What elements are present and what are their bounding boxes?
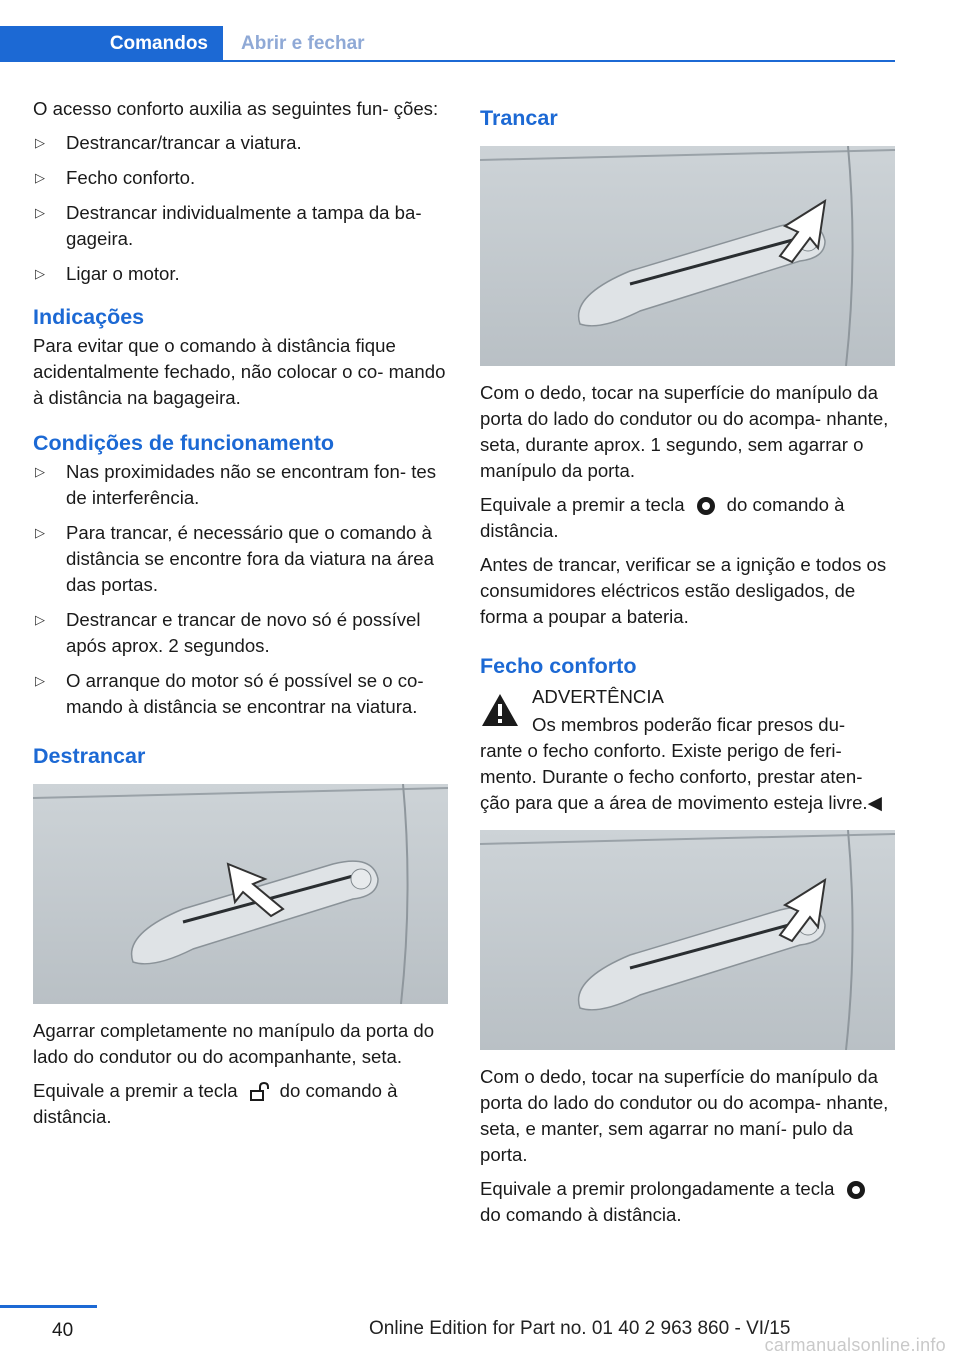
tab-comandos[interactable]: Comandos: [0, 26, 223, 62]
destrancar-text: Agarrar completamente no manípulo da porta do lado do condutor ou do acompanhante, seta.: [33, 1020, 435, 1067]
list-item: ▷ O arranque do motor só é possível se o co‐ mando à distância se encontrar na viatura.: [33, 668, 448, 720]
edition-footer: Online Edition for Part no. 01 40 2 963 860 - VI/15: [369, 1318, 791, 1339]
trancar-heading: Trancar: [480, 106, 558, 130]
list-item: ▷ Destrancar/trancar a viatura.: [33, 130, 448, 156]
warning-first-line: Os membros poderão ficar presos du‐: [532, 714, 846, 735]
list-item: ▷ Para trancar, é necessário que o comando à distância se encontre fora da viatura na área das portas.: [33, 520, 448, 598]
intro-text: O acesso conforto auxilia as seguintes fun‐ ções:: [33, 98, 439, 119]
functions-list: [33, 130, 448, 287]
warning-text: rante o fecho conforto. Existe perigo de feri‐ mento. Durante o fecho conforto, prestar aten‐ ção para que a área de movimento esteja livre.◀: [480, 740, 882, 813]
watermark: carmanualsonline.info: [764, 1335, 946, 1355]
list-item: ▷ Destrancar individualmente a tampa da ba‐ gageira.: [33, 200, 448, 252]
header-divider: [0, 60, 895, 62]
trancar-key-text: Equivale a premir a tecla do comando à distância.: [480, 494, 845, 541]
door-handle-grab-image: [33, 784, 448, 1004]
fecho-heading: Fecho conforto: [480, 654, 637, 678]
door-handle-touch-image: [480, 146, 895, 366]
fecho-key-text: Equivale a premir prolongadamente a teclado comando à distância.: [480, 1176, 895, 1228]
door-handle-comfort-close-image: [480, 830, 895, 1050]
warning-triangle-icon: [480, 692, 520, 728]
destrancar-heading: Destrancar: [33, 744, 146, 768]
trancar-note: Antes de trancar, verificar se a ignição e todos os consumidores eléctricos estão desligados, de forma a poupar a bateria.: [480, 554, 887, 627]
list-item: ▷ Fecho conforto.: [33, 165, 448, 191]
trancar-text: Com o dedo, tocar na superfície do manípulo da porta do lado do condutor ou do acompa‐ nhante, seta, durante aprox. 1 segundo, sem agarrar o manípulo da porta.: [480, 382, 889, 481]
condicoes-list: [33, 459, 448, 720]
tab-abrir-e-fechar[interactable]: Abrir e fechar: [241, 33, 365, 54]
page-number: 40: [52, 1320, 74, 1341]
warning-block: [480, 684, 895, 816]
destrancar-key-text: Equivale a premir a tecla do comando à distância.: [33, 1080, 398, 1127]
warning-label: ADVERTÊNCIA: [532, 686, 664, 707]
unlock-key-icon: [248, 1081, 270, 1103]
lock-key-icon: [695, 495, 717, 517]
fecho-text: Com o dedo, tocar na superfície do manípulo da porta do lado do condutor ou do acompa‐ nhante, seta, e manter, sem agarrar no maní‐ pulo da porta.: [480, 1066, 889, 1165]
right-column: [480, 96, 895, 1236]
left-column: [33, 96, 448, 1138]
page-number-bar: [0, 1305, 97, 1308]
indicacoes-text: Para evitar que o comando à distância fique acidentalmente fechado, não colocar o co‐ mando à distância na bagageira.: [33, 335, 446, 408]
lock-key-icon: [845, 1179, 867, 1201]
list-item: ▷ Ligar o motor.: [33, 261, 448, 287]
condicoes-heading: Condições de funcionamento: [33, 431, 335, 455]
list-item: ▷ Nas proximidades não se encontram fon‐ tes de interferência.: [33, 459, 448, 511]
list-item: ▷ Destrancar e trancar de novo só é possível após aprox. 2 segundos.: [33, 607, 448, 659]
header-tabs: [0, 26, 895, 62]
indicacoes-heading: Indicações: [33, 305, 145, 329]
